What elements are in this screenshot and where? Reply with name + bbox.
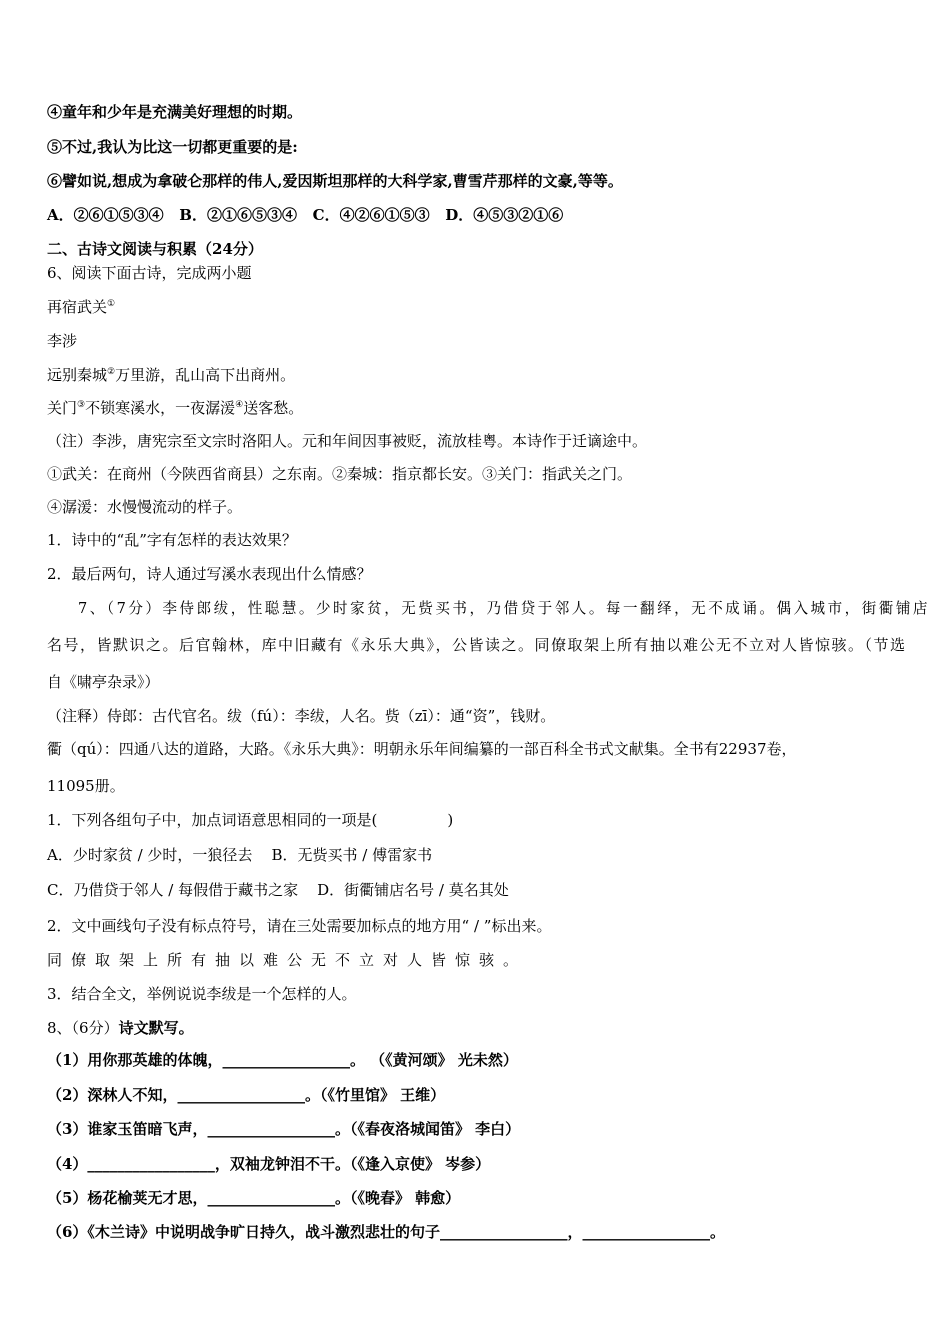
q7-paragraph-line-2: 名号，皆默识之。后官翰林，库中旧藏有《永乐大典》，公皆读之。同僚取架上所有抽以难公无不立对人皆惊骇。（节选: [47, 636, 907, 654]
q7-note-line-1: （注释）侍郎：古代官名。绂（fú）：李绂，人名。赀（zī）：通“资”，钱财。: [47, 707, 556, 725]
q7-sentence: 同僚取架上所有抽以难公无不立对人皆惊骇。: [47, 951, 528, 969]
q5-item-6: ⑥譬如说,想成为拿破仑那样的伟人,爱因斯坦那样的大科学家,曹雪芹那样的文豪,等等。: [47, 172, 623, 190]
q8-stem: [47, 1018, 194, 1038]
q7-sub-1: [47, 810, 453, 830]
q8-line-3[interactable]: （3）谁家玉笛暗飞声，_________________。（《春夜洛城闻笛》 李白）: [47, 1120, 521, 1138]
q8-stem-number: 8、（6分）: [47, 1019, 119, 1037]
q7-note-line-2: 衢（qú）：四通八达的道路，大路。《永乐大典》：明朝永乐年间编纂的一部百科全书式文献集。全书有22937卷，: [47, 740, 797, 758]
poem-line-1-a: 远别秦城: [47, 366, 108, 384]
poem-line-1: [47, 365, 295, 385]
q6-note-intro: （注）李涉，唐宪宗至文宗时洛阳人。元和年间因事被贬，流放桂粤。本诗作于迁谪途中。: [47, 432, 648, 450]
poem-title-text: 再宿武关: [47, 298, 108, 316]
q7-options-cd: C．乃借贷于邻人 / 每假借于藏书之家 D．街衢铺店名号 / 莫名其处: [47, 881, 509, 899]
q6-note-4: ④潺湲：水慢慢流动的样子。: [47, 498, 243, 516]
q5-item-4: ④童年和少年是充满美好理想的时期。: [47, 103, 303, 121]
q8-line-4[interactable]: （4）_________________，双袖龙钟泪不干。（《逢入京使》 岑参）: [47, 1155, 491, 1173]
q6-stem: 6、阅读下面古诗，完成两小题: [47, 264, 252, 282]
q8-stem-title: 诗文默写。: [118, 1019, 194, 1037]
poem-author: 李涉: [47, 332, 78, 350]
q7-options-ab: A．少时家贫 / 少时，一狼径去 B．无赀买书 / 傅雷家书: [47, 846, 433, 864]
poem-title: [47, 297, 115, 317]
q6-sub-1: 1．诗中的“乱”字有怎样的表达效果？: [47, 531, 297, 549]
q8-line-1[interactable]: （1）用你那英雄的体魄，_________________。 （《黄河颂》 光未然）: [47, 1051, 518, 1069]
poem-line-2-c: 送客愁。: [243, 399, 304, 417]
poem-line-2-b: 不锁寒溪水，一夜潺湲: [85, 399, 236, 417]
q5-options: A．②⑥①⑤③④ B．②①⑥⑤③④ C．④②⑥①⑤③ D．④⑤③②①⑥: [47, 206, 564, 224]
q7-note-line-3: 11095册。: [47, 777, 125, 795]
q7-sub-3: 3．结合全文，举例说说李绂是一个怎样的人。: [47, 985, 357, 1003]
poem-line-2-note2: ④: [235, 400, 244, 410]
poem-line-2-note: ③: [77, 400, 86, 410]
q8-line-5[interactable]: （5）杨花榆荚无才思，_________________。（《晚春》 韩愈）: [47, 1189, 461, 1207]
q8-line-6[interactable]: （6）《木兰诗》中说明战争旷日持久，战斗激烈悲壮的句子_________________，_________________。: [47, 1223, 725, 1241]
q7-sub-2: 2．文中画线句子没有标点符号，请在三处需要加标点的地方用“ / ”标出来。: [47, 917, 552, 935]
q5-item-5: ⑤不过,我认为比这一切都更重要的是:: [47, 138, 298, 156]
section-2-title: 二、古诗文阅读与积累（24分）: [47, 240, 263, 258]
poem-line-1-note: ②: [107, 367, 116, 377]
poem-line-1-b: 万里游，乱山高下出商州。: [115, 366, 296, 384]
poem-line-2-a: 关门: [47, 399, 78, 417]
q6-note-1-3: ①武关：在商州（今陕西省商县）之东南。②秦城：指京都长安。③关门：指武关之门。: [47, 465, 633, 483]
poem-title-note: ①: [107, 299, 116, 309]
q7-sub-1-close: ): [447, 811, 454, 829]
q6-sub-2: 2．最后两句，诗人通过写溪水表现出什么情感？: [47, 565, 372, 583]
q7-paragraph-line-1: 7、（7分）李侍郎绂，性聪慧。少时家贫，无赀买书，乃借贷于邻人。每一翻绎，无不成诵。偶入城市，街衢铺店: [78, 599, 930, 617]
q7-sub-1-text: 1．下列各组句子中，加点词语意思相同的一项是(: [47, 811, 378, 829]
poem-line-2: [47, 398, 303, 418]
q8-line-2[interactable]: （2）深林人不知，_________________。（《竹里馆》 王维）: [47, 1086, 446, 1104]
q7-paragraph-line-3: 自《啸亭杂录》）: [47, 673, 160, 691]
